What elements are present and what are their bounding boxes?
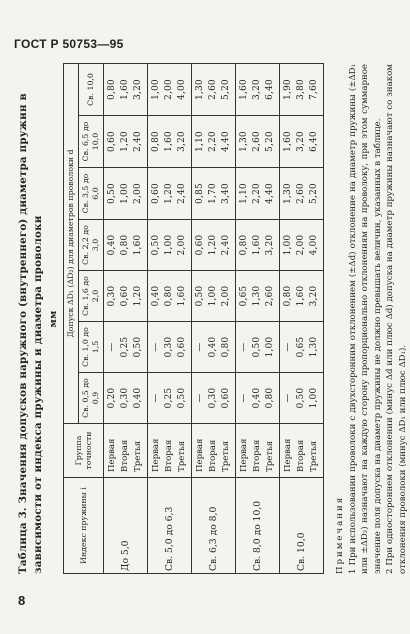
value-cell: 1,90 3,80 7,60 [280, 63, 324, 115]
header-d-col: Св. 1,6 до 2,0 [79, 271, 104, 322]
value-cell: — 0,50 1,00 [280, 373, 324, 424]
table-row [104, 63, 148, 573]
value-cell: 0,80 1,60 3,20 [104, 63, 148, 115]
value-cell: 0,65 1,30 2,60 [236, 271, 280, 322]
value-cell: 1,60 3,20 6,40 [236, 63, 280, 115]
table-title [16, 64, 61, 574]
index-cell: Св. 6,3 до 8,0 [192, 478, 236, 574]
value-cell: 0,60 1,20 2,40 [104, 116, 148, 168]
header-d-col: Св. 10,0 [79, 63, 104, 115]
value-cell: 0,50 1,00 2,00 [104, 168, 148, 220]
table-title-unit: мм [48, 310, 59, 328]
group-cell: Первая Вторая Третья [280, 424, 324, 478]
value-cell: 1,10 2,20 4,40 [236, 168, 280, 220]
header-tolerance: Допуск ΔD₁ (ΔD₂) для диаметров проволоки d [64, 63, 79, 423]
value-cell: — 0,50 1,00 [236, 322, 280, 373]
value-cell: — 0,40 0,80 [192, 322, 236, 373]
table-row [148, 63, 192, 573]
value-cell: 1,00 2,00 4,00 [148, 63, 192, 115]
value-cell: 0,20 0,30 0,40 [104, 373, 148, 424]
group-cell: Первая Вторая Третья [236, 424, 280, 478]
value-cell: 1,30 2,60 5,20 [192, 63, 236, 115]
value-cell: — 0,25 0,50 [104, 322, 148, 373]
value-cell: 0,40 0,80 1,60 [148, 271, 192, 322]
header-index: Индекс пружины i [64, 478, 104, 574]
table-notes [334, 64, 409, 574]
table-row [236, 63, 280, 573]
group-cell: Первая Вторая Третья [104, 424, 148, 478]
tolerance-table [63, 63, 324, 574]
header-d-col: Св. 2,2 до 3,0 [79, 220, 104, 271]
index-cell: Св. 10,0 [280, 478, 324, 574]
value-cell: — 0,30 0,60 [148, 322, 192, 373]
value-cell: 1,60 3,20 6,40 [280, 116, 324, 168]
notes-heading: Примечания [335, 495, 345, 574]
table-row [192, 63, 236, 573]
header-d-col: Св. 6,5 до 10,0 [79, 116, 104, 168]
rotated-table-block [16, 64, 406, 574]
value-cell: 1,30 2,60 5,20 [280, 168, 324, 220]
value-cell: — 0,40 0,80 [236, 373, 280, 424]
value-cell: 0,80 1,60 3,20 [236, 220, 280, 271]
value-cell: 0,50 1,00 2,00 [192, 271, 236, 322]
index-cell: Св. 8,0 до 10,0 [236, 478, 280, 574]
index-cell: До 5,0 [104, 478, 148, 574]
header-group: Группа точности [64, 424, 104, 478]
value-cell: 1,10 2,20 4,40 [192, 116, 236, 168]
note-1: 1 При использовании проволоки с двухсторонним отклонением (±Δd) отклонение на диаметр пружины (±ΔD₁ или ±ΔD₂) назначают на каждую сторону пропорционально отклонениям на проволоку, при этом суммарное значение поля допуска на диаметр пружины не должно превышать величин, указанных в таблице. [347, 64, 383, 574]
value-cell: 0,30 0,60 1,20 [104, 271, 148, 322]
table-row [280, 63, 324, 573]
table-title-prefix: Таблица 3. [17, 507, 29, 574]
value-cell: 0,60 1,20 2,40 [148, 168, 192, 220]
header-d-col: Св. 1,0 до 1,5 [79, 322, 104, 373]
value-cell: 0,80 1,60 3,20 [280, 271, 324, 322]
value-cell: 0,50 1,00 2,00 [148, 220, 192, 271]
value-cell: 0,60 1,20 2,40 [192, 220, 236, 271]
group-cell: Первая Вторая Третья [192, 424, 236, 478]
value-cell: 0,40 0,80 1,60 [104, 220, 148, 271]
header-d-col: Св. 3,5 до 6,0 [79, 168, 104, 220]
note-2: 2 При одностороннем отклонении (минус Δd или плюс Δd) допуска на диаметр пружины назначают со знаком отклонения проволоки (минус ΔD₁ или плюс ΔD₁). [385, 64, 408, 574]
value-cell: — 0,30 0,60 [192, 373, 236, 424]
value-cell: 1,30 2,60 5,20 [236, 116, 280, 168]
value-cell: — 0,25 0,50 [148, 373, 192, 424]
value-cell: 0,85 1,70 3,40 [192, 168, 236, 220]
header-d-col: Св. 0,5 до 0,9 [79, 373, 104, 424]
table-title-main: Значения допусков наружного (внутреннего) диаметра пружин в зависимости от индекса пружины и диаметра проволоки [17, 93, 44, 574]
value-cell: 0,80 1,60 3,20 [148, 116, 192, 168]
value-cell: 1,00 2,00 4,00 [280, 220, 324, 271]
group-cell: Первая Вторая Третья [148, 424, 192, 478]
page-number: 8 [18, 593, 26, 608]
index-cell: Св. 5,0 до 6,3 [148, 478, 192, 574]
value-cell: — 0,65 1,30 [280, 322, 324, 373]
document-header: ГОСТ Р 50753—95 [14, 37, 124, 51]
